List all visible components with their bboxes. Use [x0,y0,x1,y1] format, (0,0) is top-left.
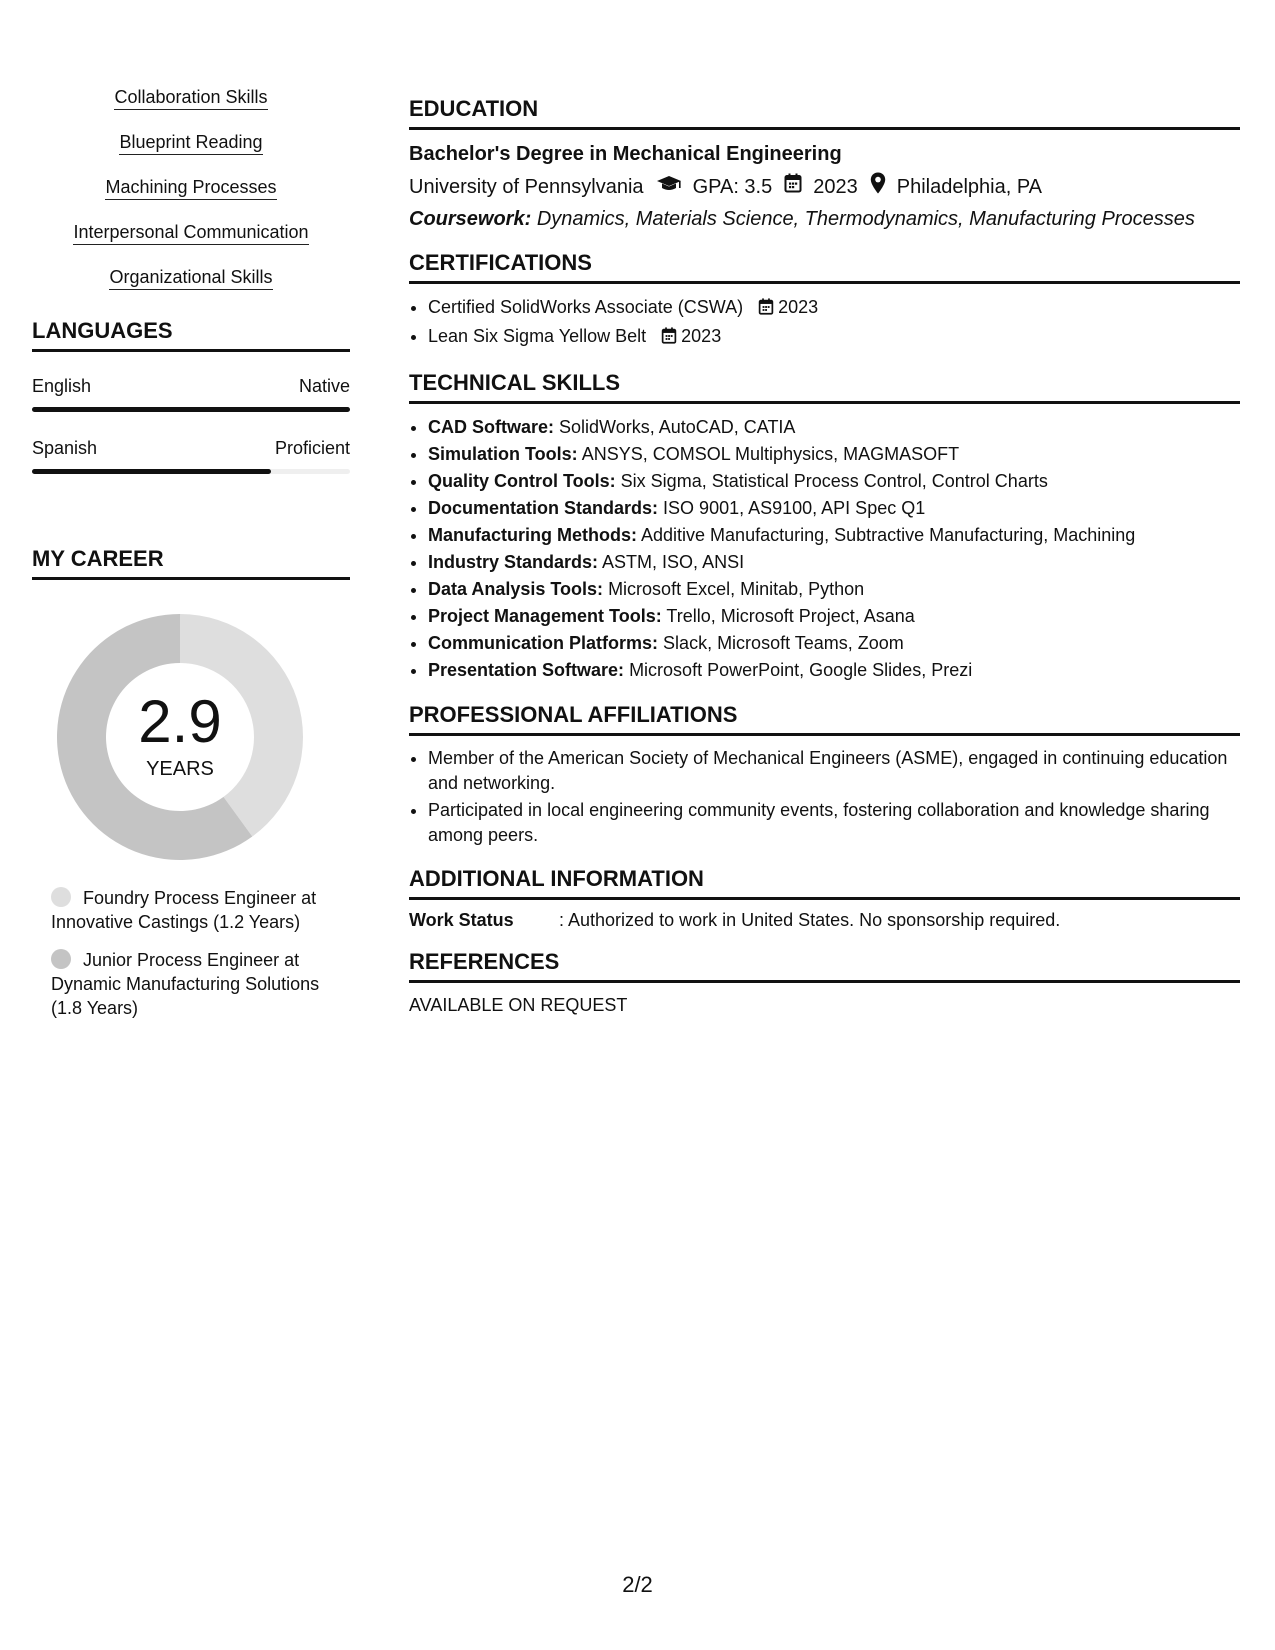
legend-item: Foundry Process Engineer at Innovative Castings (1.2 Years) [51,888,317,932]
left-column [32,86,350,1034]
page-number: 2/2 [622,1572,653,1597]
affiliation-item: • Member of the American Society of Mechanical Engineers (ASME), engaged in continuing education and networking. [428,746,1240,796]
skill-row: • Simulation Tools: ANSYS, COMSOL Multiphysics, MAGMASOFT [428,441,1240,468]
certifications-list [409,294,1240,352]
work-status-label: Work Status [409,910,514,930]
career-donut [57,614,303,860]
career-section [32,546,350,1020]
career-total: 2.9 [138,688,222,755]
skill-row: • Manufacturing Methods: Additive Manufacturing, Subtractive Manufacturing, Machining [428,522,1240,549]
education-title: EDUCATION [409,96,1240,130]
technical-skills-title: TECHNICAL SKILLS [409,370,1240,404]
gpa: GPA: 3.5 [692,175,773,198]
language-level: Proficient [274,438,350,458]
language-bar-fill [32,469,271,474]
certifications-section [409,250,1240,352]
affiliations-section [409,702,1240,848]
calendar-icon [758,296,774,323]
technical-skills-section [409,370,1240,684]
work-status-row [409,910,1240,931]
skill-item: Blueprint Reading [32,131,350,155]
skill-row: • Quality Control Tools: Six Sigma, Statistical Process Control, Control Charts [428,468,1240,495]
coursework [409,206,1240,232]
language-bar [32,469,350,474]
certification-item: • Certified SolidWorks Associate (CSWA) 2023 [428,294,1240,323]
certification-year: 2023 [681,326,722,346]
technical-skills-list [409,414,1240,684]
language-bar-fill [32,407,350,412]
language-level: Native [298,376,350,396]
legend-dot [51,887,71,907]
calendar-icon [661,325,677,352]
certification-year: 2023 [778,297,819,317]
location-pin-icon [870,172,886,201]
career-unit: YEARS [146,758,214,780]
language-row [32,376,350,397]
additional-info-title: ADDITIONAL INFORMATION [409,866,1240,900]
donut-center [57,614,303,860]
language-bar [32,407,350,412]
degree: Bachelor's Degree in Mechanical Engineering [409,143,842,165]
skill-row: • Communication Platforms: Slack, Microsoft Teams, Zoom [428,630,1240,657]
career-legend [51,886,341,1020]
skill-item: Organizational Skills [32,266,350,290]
skill-row: • Project Management Tools: Trello, Microsoft Project, Asana [428,603,1240,630]
skill-item: Machining Processes [32,176,350,200]
education-section [409,96,1240,232]
language-name: Spanish [32,438,98,458]
right-column [409,96,1240,1034]
additional-info-section [409,866,1240,931]
skill-row: • Presentation Software: Microsoft PowerPoint, Google Slides, Prezi [428,657,1240,684]
education-meta [409,172,1240,201]
skill-item: Collaboration Skills [32,86,350,110]
legend-dot [51,949,71,969]
graduation-cap-icon [656,174,682,200]
affiliations-title: PROFESSIONAL AFFILIATIONS [409,702,1240,736]
references-title: REFERENCES [409,949,1240,983]
certifications-title: CERTIFICATIONS [409,250,1240,284]
calendar-icon [784,173,802,200]
affiliation-item: • Participated in local engineering community events, fostering collaboration and knowledge sharing among peers. [428,798,1240,848]
skill-item: Interpersonal Communication [32,221,350,245]
affiliations-list [409,746,1240,848]
graduation-year: 2023 [813,175,858,198]
career-title: MY CAREER [32,546,350,580]
skill-row: • Documentation Standards: ISO 9001, AS9100, API Spec Q1 [428,495,1240,522]
school: University of Pennsylvania [409,175,644,198]
location: Philadelphia, PA [896,175,1043,198]
references-text: AVAILABLE ON REQUEST [409,995,628,1015]
language-row [32,438,350,459]
certification-item: • Lean Six Sigma Yellow Belt 2023 [428,323,1240,352]
skill-row: • Data Analysis Tools: Microsoft Excel, Minitab, Python [428,576,1240,603]
languages-title: LANGUAGES [32,318,350,352]
skills-list [32,86,350,290]
skill-row: • CAD Software: SolidWorks, AutoCAD, CATIA [428,414,1240,441]
languages-section [32,318,350,474]
work-status-value: : Authorized to work in United States. No sponsorship required. [559,910,1061,930]
legend-item: Junior Process Engineer at Dynamic Manufacturing Solutions (1.8 Years) [51,950,320,1018]
references-section [409,949,1240,1016]
skill-row: • Industry Standards: ASTM, ISO, ANSI [428,549,1240,576]
coursework-label: Coursework: [409,208,532,230]
coursework-value: Dynamics, Materials Science, Thermodynamics, Manufacturing Processes [536,208,1195,230]
language-name: English [32,376,92,396]
